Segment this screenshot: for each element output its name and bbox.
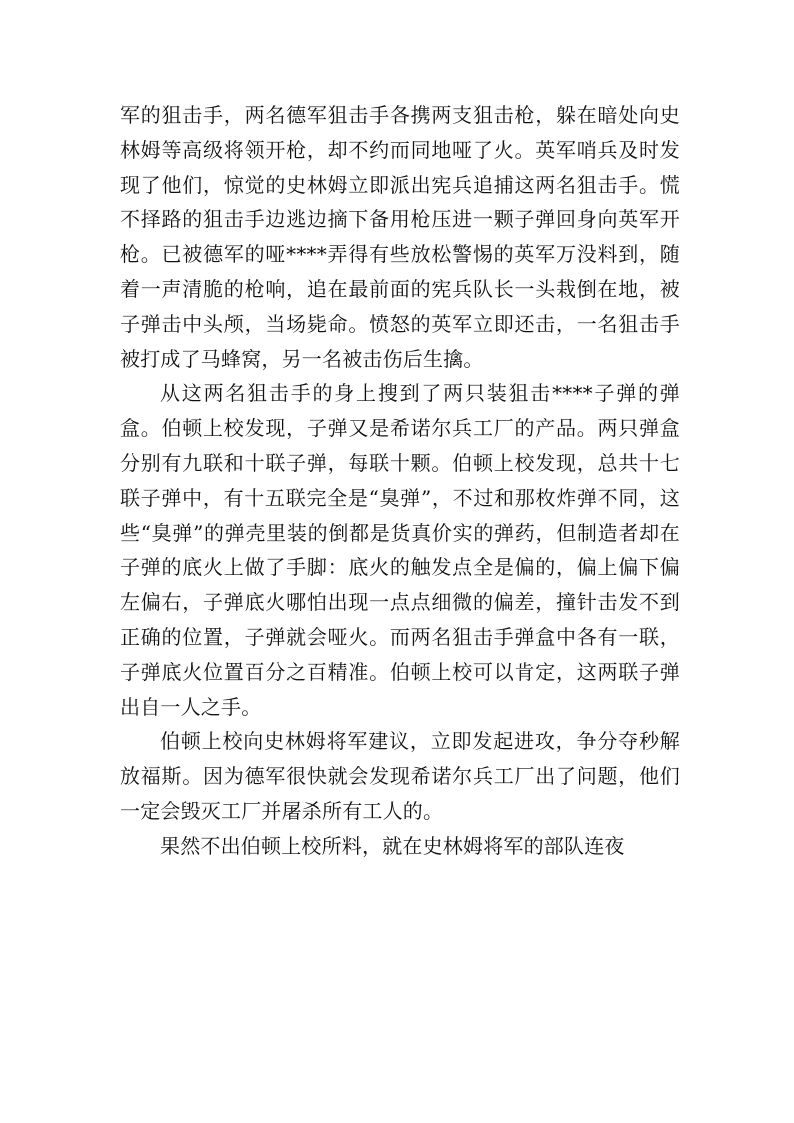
paragraph-1: 军的狙击手，两名德军狙击手各携两支狙击枪，躲在暗处向史林姆等高级将领开枪，却不约而同地哑了火。英军哨兵及时发现了他们，惊觉的史林姆立即派出宪兵追捕这两名狙击手。慌不择路的狙击手边逃边摘下备用枪压进一颗子弹回身向英军开枪。已被德军的哑****弄得有些放松警惕的英军万没料到，随着一声清脆的枪响，追在最前面的宪兵队长一头栽倒在地，被子弹击中头颅，当场毙命。愤怒的英军立即还击，一名狙击手被打成了马蜂窝，另一名被击伤后生擒。	[120, 103, 680, 371]
paragraph-3: 伯顿上校向史林姆将军建议，立即发起进攻，争分夺秒解放福斯。因为德军很快就会发现希诺尔兵工厂出了问题，他们一定会毁灭工厂并屠杀所有工人的。	[120, 729, 680, 823]
paragraph-2: 从这两名狙击手的身上搜到了两只装狙击****子弹的弹盒。伯顿上校发现，子弹又是希诺尔兵工厂的产品。两只弹盒分别有九联和十联子弹，每联十颗。伯顿上校发现，总共十七联子弹中，有十五联完全是“臭弹”，不过和那枚炸弹不同，这些“臭弹”的弹壳里装的倒都是货真价实的弹药，但制造者却在子弹的底火上做了手脚：底火的触发点全是偏的，偏上偏下偏左偏右，子弹底火哪怕出现一点点细微的偏差，撞针击发不到正确的位置，子弹就会哑火。而两名狙击手弹盒中各有一联，子弹底火位置百分之百精准。伯顿上校可以肯定，这两联子弹出自一人之手。	[120, 381, 680, 719]
paragraph-4: 果然不出伯顿上校所料，就在史林姆将军的部队连夜	[160, 833, 625, 858]
body-text	[120, 98, 680, 864]
